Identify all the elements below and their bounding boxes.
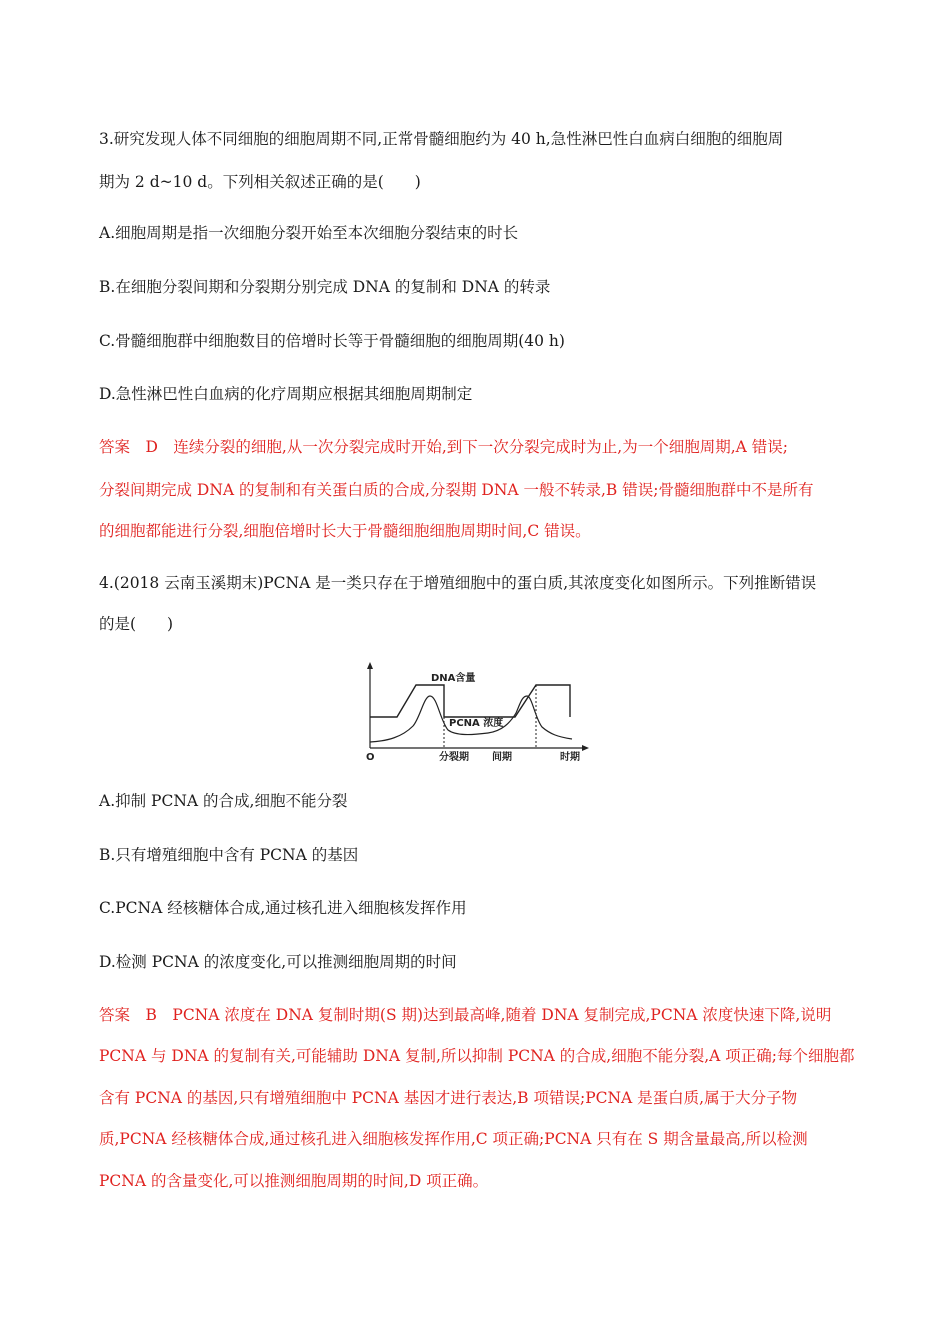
q3-option-d: D.急性淋巴性白血病的化疗周期应根据其细胞周期制定 [99,385,473,403]
x-axis-arrow [582,745,589,751]
y-axis-arrow [367,662,373,669]
q4-stem-line2: 的是( ) [99,615,174,633]
q3-option-b: B.在细胞分裂间期和分裂期分别完成 DNA 的复制和 DNA 的转录 [99,278,551,296]
q4-answer-line2: PCNA 与 DNA 的复制有关,可能辅助 DNA 复制,所以抑制 PCNA 的合成,细胞不能分裂,A 项正确;每个细胞都 [99,1047,855,1065]
label-division-phase: 分裂期 [439,752,469,763]
q4-option-d: D.检测 PCNA 的浓度变化,可以推测细胞周期的时间 [99,953,457,971]
pcna-dna-diagram [360,660,592,766]
q3-answer-line2: 分裂间期完成 DNA 的复制和有关蛋白质的合成,分裂期 DNA 一般不转录,B 错误;骨髓细胞群中不是所有 [99,481,814,499]
q4-option-b: B.只有增殖细胞中含有 PCNA 的基因 [99,846,359,864]
q4-stem-line1: 4.(2018 云南玉溪期末)PCNA 是一类只存在于增殖细胞中的蛋白质,其浓度变化如图所示。下列推断错误 [99,574,817,592]
q4-answer-line1: 答案 B PCNA 浓度在 DNA 复制时期(S 期)达到最高峰,随着 DNA 复制完成,PCNA 浓度快速下降,说明 [99,1006,832,1024]
label-time-axis: 时期 [560,752,580,763]
label-dna-content: DNA含量 [431,673,476,684]
q3-stem-line1: 3.研究发现人体不同细胞的细胞周期不同,正常骨髓细胞约为 40 h,急性淋巴性白血病白细胞的细胞周 [99,130,784,148]
q4-option-a: A.抑制 PCNA 的合成,细胞不能分裂 [99,792,348,810]
q3-answer-line3: 的细胞都能进行分裂,细胞倍增时长大于骨髓细胞细胞周期时间,C 错误。 [99,522,591,540]
q4-answer-line3: 含有 PCNA 的基因,只有增殖细胞中 PCNA 基因才进行表达,B 项错误;PCNA 是蛋白质,属于大分子物 [99,1089,798,1107]
q4-answer-line4: 质,PCNA 经核糖体合成,通过核孔进入细胞核发挥作用,C 项正确;PCNA 只有在 S 期含量最高,所以检测 [99,1130,808,1148]
label-pcna-concentration: PCNA 浓度 [449,718,504,729]
dna-content-curve [370,685,570,717]
label-origin: O [366,752,375,763]
q3-option-a: A.细胞周期是指一次细胞分裂开始至本次细胞分裂结束的时长 [99,224,519,242]
q3-option-c: C.骨髓细胞群中细胞数目的倍增时长等于骨髓细胞的细胞周期(40 h) [99,332,565,350]
q3-stem-line2: 期为 2 d~10 d。下列相关叙述正确的是( ) [99,173,421,191]
label-interphase: 间期 [492,752,512,763]
q4-answer-line5: PCNA 的含量变化,可以推测细胞周期的时间,D 项正确。 [99,1172,489,1190]
q4-option-c: C.PCNA 经核糖体合成,通过核孔进入细胞核发挥作用 [99,899,467,917]
q3-answer-line1: 答案 D 连续分裂的细胞,从一次分裂完成时开始,到下一次分裂完成时为止,为一个细胞周期,A 错误; [99,438,788,456]
